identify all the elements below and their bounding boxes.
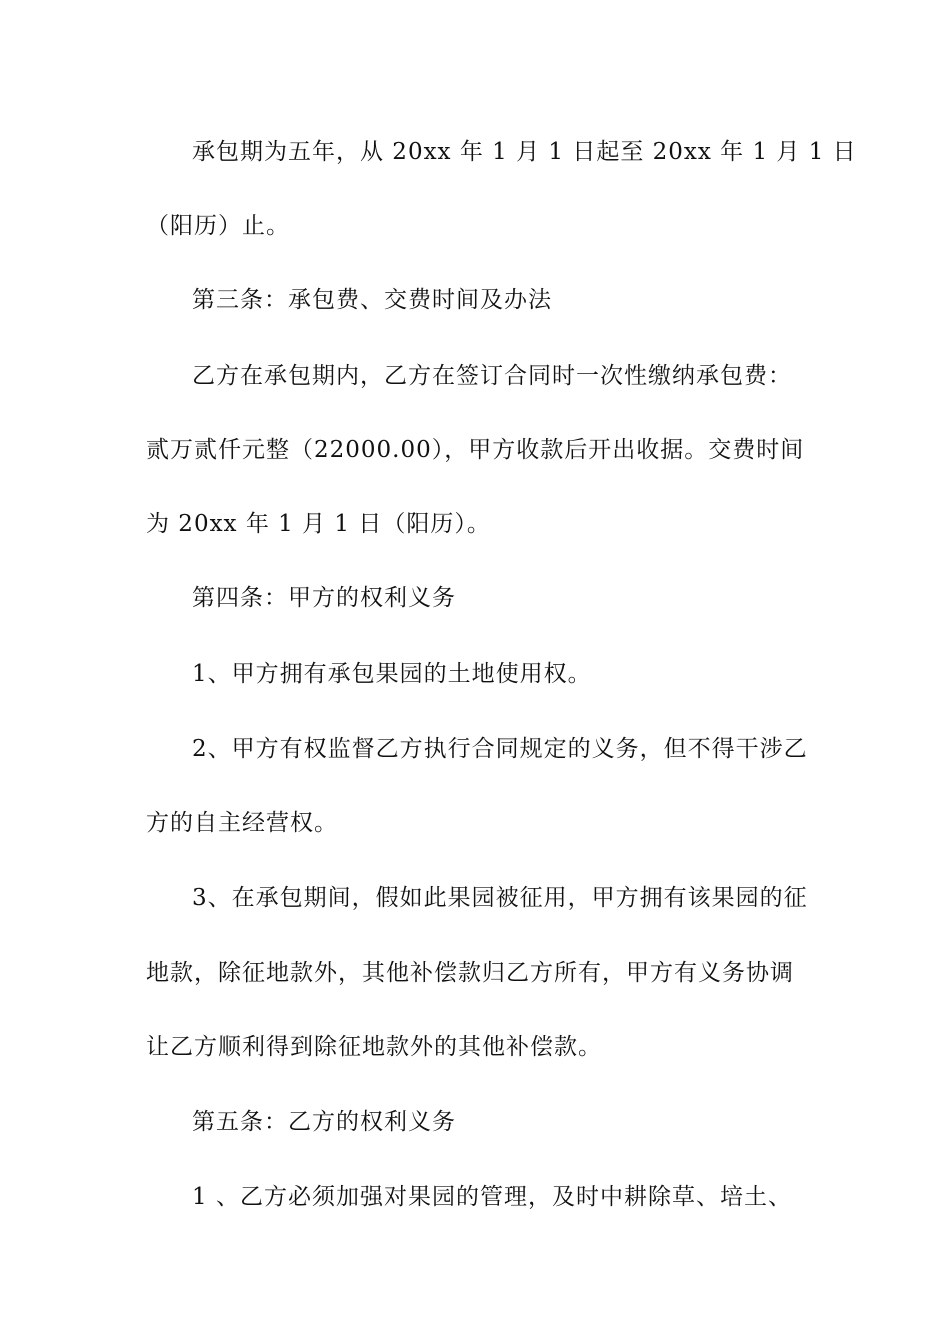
paragraph-line: 为 20xx 年 1 月 1 日（阳历）。 (146, 511, 491, 537)
paragraph-line: 1 、乙方必须加强对果园的管理，及时中耕除草、培土、 (192, 1184, 792, 1210)
section-heading: 第三条：承包费、交费时间及办法 (192, 287, 552, 313)
section-heading: 第五条：乙方的权利义务 (192, 1109, 456, 1135)
paragraph-line: 1、甲方拥有承包果园的土地使用权。 (192, 661, 592, 687)
paragraph-line: （阳历）止。 (146, 213, 290, 239)
paragraph-line: 2、甲方有权监督乙方执行合同规定的义务，但不得干涉乙 (192, 736, 808, 762)
paragraph-line: 地款，除征地款外，其他补偿款归乙方所有，甲方有义务协调 (146, 960, 794, 986)
paragraph-line: 方的自主经营权。 (146, 810, 338, 836)
paragraph-line: 让乙方顺利得到除征地款外的其他补偿款。 (146, 1034, 602, 1060)
paragraph-line: 乙方在承包期内，乙方在签订合同时一次性缴纳承包费： (192, 363, 792, 389)
paragraph-line: 3、在承包期间，假如此果园被征用，甲方拥有该果园的征 (192, 885, 808, 911)
paragraph-line: 贰万贰仟元整（22000.00），甲方收款后开出收据。交费时间 (146, 437, 805, 463)
paragraph-line: 承包期为五年，从 20xx 年 1 月 1 日起至 20xx 年 1 月 1 日 (192, 139, 857, 165)
section-heading: 第四条：甲方的权利义务 (192, 585, 456, 611)
